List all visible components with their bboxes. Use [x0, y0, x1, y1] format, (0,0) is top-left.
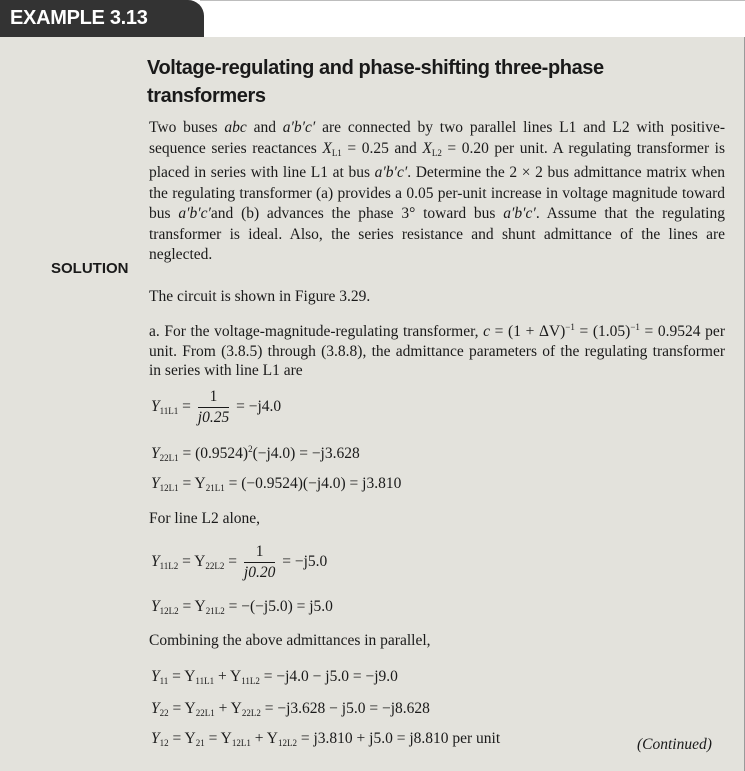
fraction: $\frac{1}{j0.25}$ — [197, 388, 230, 426]
line-l2-text: For line L2 alone, — [149, 510, 261, 527]
problem-statement: Two buses abc and a′b′c′ are connected by two parallel lines L1 and L2 with positive-sequence series reactances $X_{L1} = 0.25$ and $X_{L2} = 0.20$ per unit. A regulating transformer is placed in series with line L1 at bus a′b′c′. Determine the 2 × 2 bus admittance matrix when the regulating transformer (a) provides a 0.05 per-unit increase in voltage magnitude toward bus a′b′c′and (b) advances the phase 3° toward bus a′b′c′. Assume that the regulating transformer is ideal. Also, the series resistance and shunt admittance of the lines are neglected. — [149, 119, 726, 263]
equation-y12l2: $Y_{12L2} = Y_{21L2} = -(-j5.0) = j5.0$ — [151, 598, 333, 616]
circuit-reference: The circuit is shown in Figure 3.29. — [149, 288, 371, 305]
equation-y11l1: $Y_{11L1}$ = $\frac{1}{j0.25}$ = −j4.0 — [151, 388, 282, 426]
part-a-paragraph: a. For the voltage-magnitude-regulating transformer, $c = (1 + \Delta V)^{-1} = (1.05)^{-1} = 0.9524$ per unit. From (3.8.5) through (3.8.8), the admittance parameters of the regulating transformer in series with line L1 are — [149, 322, 725, 379]
combining-text: Combining the above admittances in parallel, — [149, 632, 431, 649]
equation-y22l1: $Y_{22L1} = (0.9524)^2(-j4.0) = -j3.628$ — [151, 444, 360, 463]
continued-note: (Continued) — [637, 736, 712, 753]
fraction: $\frac{1}{j0.20}$ — [243, 543, 276, 581]
equation-y12l1: $Y_{12L1} = Y_{21L1} = (-0.9524)(-j4.0) = j3.810$ — [151, 475, 402, 493]
solution-label: SOLUTION — [51, 260, 129, 277]
equation-y11l2: $Y_{11L2} = Y_{22L2}$ = $\frac{1}{j0.20}$ = −j5.0 — [151, 543, 328, 581]
top-rule — [200, 0, 745, 1]
equation-y11: $Y_{11} = Y_{11L1} + Y_{11L2} = -j4.0 - j5.0 = -j9.0$ — [151, 668, 398, 686]
example-heading: Voltage-regulating and phase-shifting three-phase transformers — [147, 57, 604, 107]
example-tab: EXAMPLE 3.13 — [0, 0, 204, 37]
equation-y12: $Y_{12} = Y_{21} = Y_{12L1} + Y_{12L2} = j3.810 + j5.0 = j8.810$ per unit — [151, 730, 501, 748]
equation-y22: $Y_{22} = Y_{22L1} + Y_{22L2} = -j3.628 - j5.0 = -j8.628$ — [151, 700, 430, 718]
